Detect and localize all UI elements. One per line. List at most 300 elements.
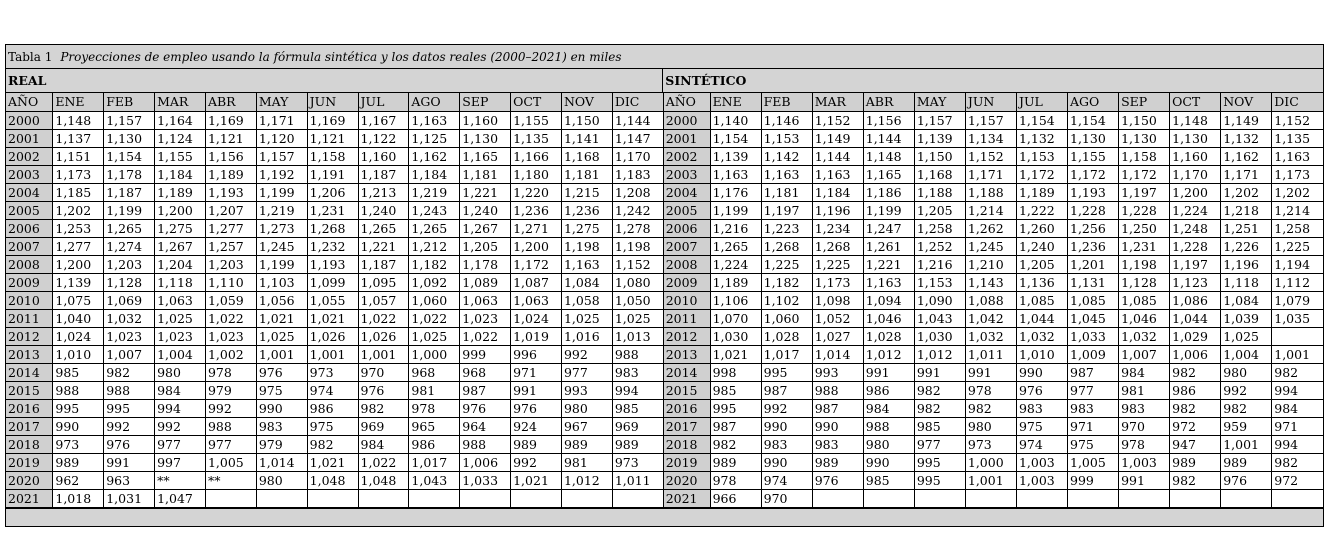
real-value-cell: 1,278 [612,219,663,237]
synthetic-value-cell: 1,154 [1016,111,1067,129]
synthetic-value-cell: 990 [761,417,812,435]
synthetic-value-cell: 1,086 [1170,291,1221,309]
real-value-cell: 1,147 [612,129,663,147]
synthetic-value-cell: 1,154 [710,129,761,147]
real-value-cell: 983 [256,417,307,435]
table-row [6,111,1323,129]
synthetic-value-cell: 1,193 [1068,183,1119,201]
real-value-cell: 980 [155,363,206,381]
real-value-cell: 980 [561,399,612,417]
synthetic-value-cell: 1,118 [1221,273,1272,291]
real-value-cell: 989 [612,435,663,453]
synthetic-value-cell [863,489,914,507]
column-header-real: NOV [561,93,612,111]
table-row [6,435,1323,453]
real-value-cell: 1,025 [561,309,612,327]
real-value-cell: 1,058 [561,291,612,309]
synthetic-value-cell: 1,046 [863,309,914,327]
real-value-cell: 1,207 [205,201,256,219]
real-value-cell: 1,024 [53,327,104,345]
synthetic-value-cell: 1,240 [1016,237,1067,255]
synthetic-value-cell [812,489,863,507]
synthetic-value-cell: 992 [1221,381,1272,399]
synthetic-value-cell: 1,197 [761,201,812,219]
real-value-cell: 1,172 [511,255,562,273]
real-value-cell: 992 [511,453,562,471]
real-value-cell: 1,268 [307,219,358,237]
synthetic-value-cell [1221,489,1272,507]
real-value-cell: 989 [511,435,562,453]
synthetic-value-cell: 1,202 [1272,183,1323,201]
real-value-cell: 977 [205,435,256,453]
synthetic-value-cell: 1,148 [863,147,914,165]
column-header-synthetic: JUN [965,93,1016,111]
synthetic-value-cell: 1,001 [1221,435,1272,453]
column-header-real: MAY [256,93,307,111]
real-value-cell: 1,103 [256,273,307,291]
real-value-cell: 992 [561,345,612,363]
caption-label: Tabla 1 [8,49,53,64]
real-value-cell: 1,274 [104,237,155,255]
real-value-cell: 1,170 [612,147,663,165]
real-value-cell: 1,047 [155,489,206,507]
real-value-cell: 1,191 [307,165,358,183]
real-value-cell: 1,033 [460,471,511,489]
real-value-cell: 1,219 [409,183,460,201]
real-value-cell: 1,084 [561,273,612,291]
table-row [6,489,1323,507]
synthetic-value-cell [1272,327,1323,345]
real-value-cell: 986 [307,399,358,417]
real-value-cell: 1,181 [460,165,511,183]
synthetic-value-cell: 1,149 [812,129,863,147]
synthetic-value-cell: 1,042 [965,309,1016,327]
real-value-cell: 1,122 [358,129,409,147]
synthetic-value-cell: 1,001 [965,471,1016,489]
synthetic-value-cell: 1,000 [965,453,1016,471]
real-value-cell: 1,043 [409,471,460,489]
synthetic-value-cell: 1,216 [710,219,761,237]
real-value-cell: 1,171 [256,111,307,129]
synthetic-value-cell: 973 [965,435,1016,453]
table-row [6,147,1323,165]
synthetic-value-cell: 988 [812,381,863,399]
real-value-cell: 1,063 [155,291,206,309]
synthetic-value-cell: 974 [1016,435,1067,453]
synthetic-value-cell: 1,088 [965,291,1016,309]
synthetic-year-cell: 2001 [663,129,710,147]
synthetic-year-cell: 2012 [663,327,710,345]
synthetic-year-cell: 2009 [663,273,710,291]
real-value-cell: 990 [256,399,307,417]
synthetic-year-cell: 2003 [663,165,710,183]
real-year-cell: 2002 [6,147,53,165]
synthetic-value-cell: 991 [1119,471,1170,489]
synthetic-value-cell: 1,258 [1272,219,1323,237]
real-value-cell: 982 [307,435,358,453]
synthetic-value-cell: 1,033 [1068,327,1119,345]
synthetic-value-cell: 971 [1068,417,1119,435]
real-value-cell: 1,011 [612,471,663,489]
synthetic-value-cell [914,489,965,507]
real-value-cell: 1,165 [460,147,511,165]
real-value-cell: 1,060 [409,291,460,309]
real-value-cell: 1,023 [205,327,256,345]
real-value-cell: 993 [561,381,612,399]
real-value-cell: 976 [460,399,511,417]
column-header-synthetic: MAR [812,93,863,111]
real-value-cell: 995 [53,399,104,417]
synthetic-value-cell: 1,268 [812,237,863,255]
synthetic-value-cell: 1,012 [914,345,965,363]
table-row [6,327,1323,345]
synthetic-value-cell: 987 [761,381,812,399]
real-value-cell: 1,221 [358,237,409,255]
synthetic-value-cell: 976 [1221,471,1272,489]
real-year-cell: 2012 [6,327,53,345]
synthetic-value-cell [1119,489,1170,507]
synthetic-value-cell: 987 [710,417,761,435]
synthetic-value-cell: 966 [710,489,761,507]
synthetic-value-cell: 978 [965,381,1016,399]
real-year-cell: 2014 [6,363,53,381]
real-value-cell: 1,022 [205,309,256,327]
synthetic-value-cell: 1,154 [1068,111,1119,129]
synthetic-value-cell: 983 [1016,399,1067,417]
synthetic-value-cell: 1,225 [761,255,812,273]
real-value-cell: 982 [358,399,409,417]
synthetic-value-cell: 975 [1068,435,1119,453]
column-header-synthetic: AÑO [663,93,710,111]
synthetic-value-cell: 1,216 [914,255,965,273]
real-value-cell [358,489,409,507]
real-year-cell: 2009 [6,273,53,291]
real-value-cell: 1,253 [53,219,104,237]
synthetic-year-cell: 2010 [663,291,710,309]
synthetic-value-cell: 982 [914,399,965,417]
synthetic-value-cell: 1,182 [761,273,812,291]
synthetic-value-cell: 1,052 [812,309,863,327]
real-value-cell: 1,155 [511,111,562,129]
table-row [6,399,1323,417]
real-value-cell: 1,110 [205,273,256,291]
real-value-cell: 1,040 [53,309,104,327]
synthetic-year-cell: 2014 [663,363,710,381]
real-value-cell: 1,231 [307,201,358,219]
real-value-cell: 1,156 [205,147,256,165]
synthetic-value-cell: 1,258 [914,219,965,237]
real-value-cell: 1,187 [104,183,155,201]
synthetic-value-cell: 995 [914,471,965,489]
synthetic-value-cell: 989 [710,453,761,471]
synthetic-value-cell: 994 [1272,435,1323,453]
synthetic-value-cell: 1,268 [761,237,812,255]
synthetic-value-cell: 1,003 [1119,453,1170,471]
synthetic-value-cell: 1,201 [1068,255,1119,273]
synthetic-value-cell: 1,090 [914,291,965,309]
real-value-cell: 1,182 [409,255,460,273]
synthetic-value-cell [965,489,1016,507]
synthetic-value-cell: 990 [761,453,812,471]
table-row [6,237,1323,255]
synthetic-value-cell: 986 [1170,381,1221,399]
real-value-cell: 976 [256,363,307,381]
synthetic-value-cell: 1,153 [1016,147,1067,165]
real-value-cell: 1,010 [53,345,104,363]
table-row [6,255,1323,273]
synthetic-value-cell: 1,094 [863,291,914,309]
section-header-synthetic: SINTÉTICO [663,69,1323,92]
real-value-cell: 988 [53,381,104,399]
real-value-cell: 1,164 [155,111,206,129]
real-value-cell: 1,178 [104,165,155,183]
synthetic-value-cell: 1,189 [1016,183,1067,201]
real-value-cell: 979 [256,435,307,453]
synthetic-value-cell: 1,032 [1016,327,1067,345]
real-value-cell: 967 [561,417,612,435]
real-value-cell: 924 [511,417,562,435]
synthetic-value-cell: 1,188 [914,183,965,201]
synthetic-value-cell: 972 [1170,417,1221,435]
real-value-cell: 1,050 [612,291,663,309]
real-value-cell: 969 [358,417,409,435]
real-value-cell: 1,032 [104,309,155,327]
synthetic-year-cell: 2011 [663,309,710,327]
real-value-cell: 1,152 [612,255,663,273]
real-value-cell: 1,240 [358,201,409,219]
real-value-cell: 1,168 [561,147,612,165]
real-value-cell: 1,160 [358,147,409,165]
table-row [6,363,1323,381]
synthetic-value-cell: 982 [914,381,965,399]
real-value-cell: 1,219 [256,201,307,219]
real-value-cell: 996 [511,345,562,363]
synthetic-value-cell [1170,489,1221,507]
real-value-cell: 973 [53,435,104,453]
real-value-cell: 1,022 [358,453,409,471]
real-year-cell: 2020 [6,471,53,489]
synthetic-value-cell: 1,214 [965,201,1016,219]
real-value-cell: 1,095 [358,273,409,291]
synthetic-value-cell: 1,130 [1170,129,1221,147]
real-value-cell: 990 [53,417,104,435]
synthetic-value-cell: 1,184 [812,183,863,201]
real-value-cell: 1,135 [511,129,562,147]
column-header-real: OCT [511,93,562,111]
column-header-synthetic: JUL [1016,93,1067,111]
synthetic-value-cell: 985 [863,471,914,489]
synthetic-value-cell: 1,021 [710,345,761,363]
synthetic-value-cell: 1,106 [710,291,761,309]
synthetic-value-cell: 980 [863,435,914,453]
synthetic-value-cell: 1,162 [1221,147,1272,165]
synthetic-value-cell: 972 [1272,471,1323,489]
real-value-cell: 1,265 [358,219,409,237]
column-header-synthetic: OCT [1170,93,1221,111]
synthetic-value-cell: 1,070 [710,309,761,327]
synthetic-value-cell: 1,197 [1119,183,1170,201]
synthetic-value-cell: 1,030 [710,327,761,345]
synthetic-value-cell: 1,134 [965,129,1016,147]
synthetic-value-cell: 1,004 [1221,345,1272,363]
synthetic-value-cell: 1,228 [1068,201,1119,219]
synthetic-value-cell: 991 [965,363,1016,381]
synthetic-value-cell: 1,157 [965,111,1016,129]
synthetic-value-cell: 1,262 [965,219,1016,237]
synthetic-value-cell: 1,265 [710,237,761,255]
real-value-cell: 973 [307,363,358,381]
table-row [6,381,1323,399]
synthetic-value-cell: 1,163 [761,165,812,183]
synthetic-value-cell: 1,196 [812,201,863,219]
real-value-cell: 1,087 [511,273,562,291]
real-value-cell: 1,160 [460,111,511,129]
synthetic-value-cell: 1,112 [1272,273,1323,291]
synthetic-value-cell: 971 [1272,417,1323,435]
real-value-cell: 1,144 [612,111,663,129]
real-value-cell: ** [155,471,206,489]
synthetic-year-cell: 2021 [663,489,710,507]
real-value-cell: 978 [205,363,256,381]
synthetic-value-cell: 992 [761,399,812,417]
real-value-cell: 1,130 [460,129,511,147]
real-value-cell: 964 [460,417,511,435]
synthetic-value-cell: 988 [863,417,914,435]
synthetic-value-cell: 1,172 [1068,165,1119,183]
synthetic-value-cell: 1,144 [863,129,914,147]
synthetic-value-cell: 1,003 [1016,453,1067,471]
synthetic-value-cell: 1,102 [761,291,812,309]
synthetic-value-cell: 1,194 [1272,255,1323,273]
synthetic-value-cell: 1,196 [1221,255,1272,273]
real-value-cell: 1,018 [53,489,104,507]
synthetic-value-cell: 1,223 [761,219,812,237]
synthetic-value-cell: 983 [1119,399,1170,417]
synthetic-value-cell: 1,152 [812,111,863,129]
synthetic-value-cell: 1,012 [863,345,914,363]
real-value-cell: 1,275 [561,219,612,237]
real-value-cell: 1,199 [256,183,307,201]
employment-table [6,93,1323,508]
real-value-cell: 1,056 [256,291,307,309]
real-value-cell: 1,193 [205,183,256,201]
real-value-cell: 1,154 [104,147,155,165]
synthetic-value-cell: 985 [710,381,761,399]
synthetic-value-cell: 985 [914,417,965,435]
real-value-cell: 1,001 [358,345,409,363]
real-value-cell: 1,048 [358,471,409,489]
real-value-cell: 1,024 [511,309,562,327]
synthetic-value-cell: 1,045 [1068,309,1119,327]
synthetic-value-cell: 1,158 [1119,147,1170,165]
synthetic-value-cell: 1,163 [863,273,914,291]
real-value-cell: 1,167 [358,111,409,129]
synthetic-year-cell: 2017 [663,417,710,435]
real-value-cell: 1,206 [307,183,358,201]
real-value-cell: 1,183 [612,165,663,183]
real-value-cell: 1,023 [460,309,511,327]
real-year-cell: 2003 [6,165,53,183]
synthetic-value-cell: 1,152 [1272,111,1323,129]
table-footer-bar [6,508,1323,526]
real-value-cell: 1,007 [104,345,155,363]
synthetic-value-cell: 1,171 [1221,165,1272,183]
synthetic-value-cell: 980 [965,417,1016,435]
real-value-cell: 1,012 [561,471,612,489]
synthetic-value-cell: 1,044 [1170,309,1221,327]
synthetic-year-cell: 2016 [663,399,710,417]
synthetic-value-cell: 1,231 [1119,237,1170,255]
real-value-cell: 963 [104,471,155,489]
real-value-cell: 1,014 [256,453,307,471]
real-value-cell: 1,025 [256,327,307,345]
synthetic-value-cell: 1,188 [965,183,1016,201]
real-value-cell: 1,185 [53,183,104,201]
synthetic-value-cell: 989 [1170,453,1221,471]
synthetic-value-cell: 998 [710,363,761,381]
real-value-cell: 1,026 [307,327,358,345]
real-value-cell: 1,001 [307,345,358,363]
synthetic-year-cell: 2007 [663,237,710,255]
real-value-cell: 1,243 [409,201,460,219]
real-value-cell: 1,099 [307,273,358,291]
synthetic-value-cell: 1,017 [761,345,812,363]
real-value-cell: 973 [612,453,663,471]
real-value-cell: 1,004 [155,345,206,363]
column-header-row [6,93,1323,111]
real-value-cell: 1,215 [561,183,612,201]
synthetic-value-cell: 1,146 [761,111,812,129]
real-value-cell: 1,150 [561,111,612,129]
synthetic-year-cell: 2005 [663,201,710,219]
real-year-cell: 2021 [6,489,53,507]
synthetic-year-cell: 2002 [663,147,710,165]
synthetic-value-cell: 1,032 [1119,327,1170,345]
synthetic-value-cell: 1,261 [863,237,914,255]
synthetic-value-cell: 982 [1170,363,1221,381]
real-value-cell: 1,257 [205,237,256,255]
real-value-cell: 980 [256,471,307,489]
synthetic-value-cell: 970 [1119,417,1170,435]
real-value-cell: 975 [307,417,358,435]
synthetic-value-cell: 1,172 [1016,165,1067,183]
real-year-cell: 2001 [6,129,53,147]
real-value-cell: 1,203 [104,255,155,273]
synthetic-value-cell: 1,234 [812,219,863,237]
column-header-synthetic: SEP [1119,93,1170,111]
synthetic-value-cell: 1,163 [812,165,863,183]
real-value-cell: 971 [511,363,562,381]
column-header-real: SEP [460,93,511,111]
real-value-cell: 1,023 [155,327,206,345]
real-value-cell: 1,157 [104,111,155,129]
real-value-cell: 968 [409,363,460,381]
employment-table-sheet [5,44,1324,527]
synthetic-value-cell: 1,260 [1016,219,1067,237]
synthetic-value-cell: 995 [710,399,761,417]
real-value-cell: 1,089 [460,273,511,291]
synthetic-value-cell: 1,150 [1119,111,1170,129]
table-row [6,345,1323,363]
synthetic-value-cell: 1,163 [1272,147,1323,165]
synthetic-value-cell: 1,011 [965,345,1016,363]
column-header-real: ABR [205,93,256,111]
real-value-cell: 1,267 [155,237,206,255]
real-value-cell: 987 [460,381,511,399]
real-value-cell: 1,025 [612,309,663,327]
real-value-cell: 1,125 [409,129,460,147]
real-value-cell: 1,163 [561,255,612,273]
